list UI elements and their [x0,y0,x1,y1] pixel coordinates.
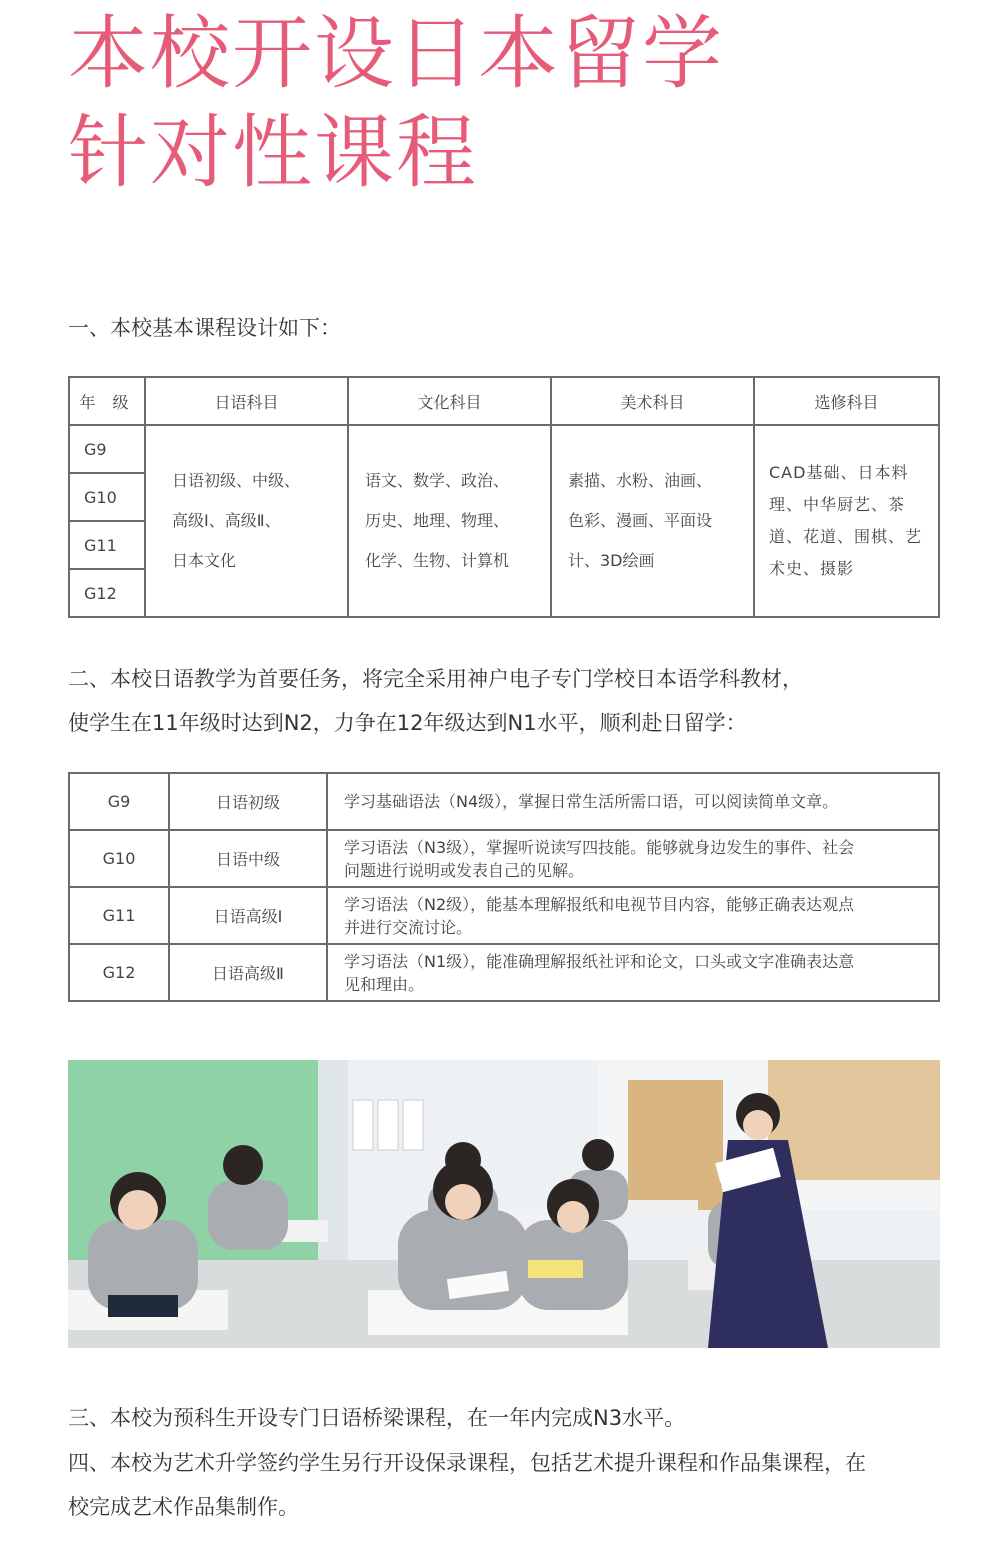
culture-subjects-cell [348,425,551,617]
section-4-line-2: 校完成艺术作品集制作。 [68,1495,299,1519]
table-row [69,944,939,1001]
grade-cell: G12 [69,569,145,617]
culture-line: 历史、地理、物理、 [365,511,510,530]
grade-cell: G9 [69,425,145,473]
art-line: 色彩、漫画、平面设 [568,511,713,530]
level-cell: 日语初级 [169,773,327,830]
art-line: 计、3D绘画 [568,551,655,570]
elective-line: CAD基础、日本料 [769,463,909,482]
japanese-line: 高级Ⅰ、高级Ⅱ、 [172,511,281,530]
japanese-line: 日本文化 [172,551,237,570]
description-line: 问题进行说明或发表自己的见解。 [344,860,585,880]
level-cell: 日语高级Ⅰ [169,887,327,944]
section-2-line-1: 二、本校日语教学为首要任务，将完全采用神户电子专门学校日本语学科教材， [68,667,803,691]
grade-cell: G10 [69,473,145,521]
description-line: 学习基础语法（N4级），掌握日常生活所需口语，可以阅读简单文章。 [344,792,839,811]
basic-curriculum-table [68,376,940,618]
page-title-line-2: 针对性课程 [68,106,478,199]
elective-line: 道、花道、围棋、艺 [769,527,923,546]
description-line: 并进行交流讨论。 [344,917,473,937]
description-cell [327,773,939,830]
grade-cell: G10 [69,830,169,887]
header-art: 美术科目 [551,377,754,425]
description-line: 学习语法（N1级），能准确理解报纸社评和论文，口头或文字准确表达意 [344,951,855,971]
header-culture: 文化科目 [348,377,551,425]
elective-line: 理、中华厨艺、茶 [769,495,906,514]
grade-cell: G9 [69,773,169,830]
art-line: 素描、水粉、油画、 [568,471,713,490]
grade-cell: G11 [69,521,145,569]
elective-line: 术史、摄影 [769,559,855,578]
japanese-line: 日语初级、中级、 [172,471,301,490]
section-1-heading: 一、本校基本课程设计如下： [68,316,341,340]
description-line: 学习语法（N3级），掌握听说读写四技能。能够就身边发生的事件、社会 [344,837,855,857]
table-row [69,887,939,944]
grade-cell: G12 [69,944,169,1001]
description-line: 见和理由。 [344,974,425,994]
culture-line: 化学、生物、计算机 [365,551,510,570]
table-header-row [69,377,939,425]
description-cell [327,830,939,887]
header-japanese: 日语科目 [145,377,348,425]
japanese-subjects-cell [145,425,348,617]
page-title-line-1: 本校开设日本留学 [68,7,724,100]
art-subjects-cell [551,425,754,617]
grade-cell: G11 [69,887,169,944]
table-row [69,425,939,473]
culture-line: 语文、数学、政治、 [365,471,510,490]
elective-subjects-cell [754,425,939,617]
description-cell [327,944,939,1001]
header-elective: 选修科目 [754,377,939,425]
header-grade: 年 级 [69,377,145,425]
table-row [69,830,939,887]
section-4-line-1: 四、本校为艺术升学签约学生另行开设保录课程，包括艺术提升课程和作品集课程，在 [68,1451,866,1475]
japanese-levels-table [68,772,940,1002]
description-line: 学习语法（N2级），能基本理解报纸和电视节目内容，能够正确表达观点 [344,894,855,914]
section-2-line-2: 使学生在11年级时达到N2，力争在12年级达到N1水平，顺利赴日留学： [68,711,747,735]
table-row [69,773,939,830]
description-cell [327,887,939,944]
section-3-text: 三、本校为预科生开设专门日语桥梁课程，在一年内完成N3水平。 [68,1406,686,1430]
level-cell: 日语中级 [169,830,327,887]
classroom-photo [68,1060,940,1348]
level-cell: 日语高级Ⅱ [169,944,327,1001]
